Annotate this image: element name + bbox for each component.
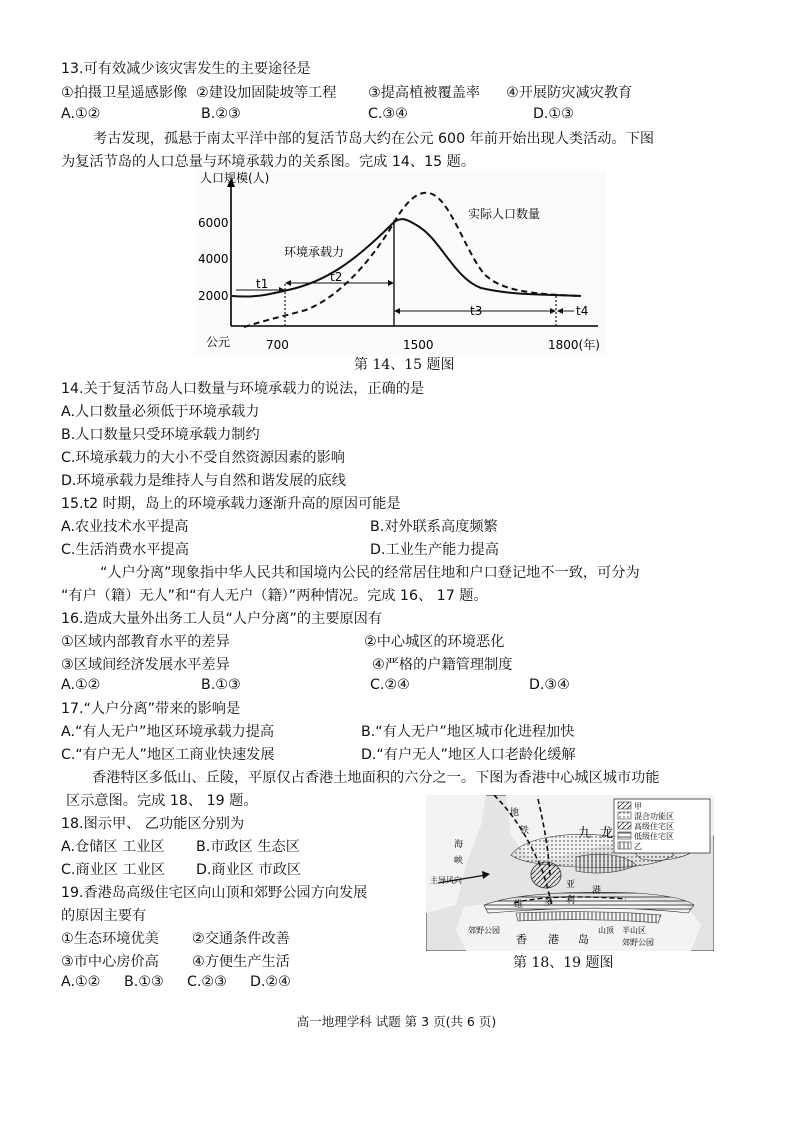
- label-hai: 海: [454, 840, 464, 850]
- page-footer: 高一地理学科 试题 第 3 页(共 6 页): [296, 1014, 497, 1029]
- label-gang: 港: [592, 886, 602, 896]
- y-tick-6000: 6000: [198, 216, 229, 230]
- q16-item-1: ①区域内部教育水平的差异: [61, 634, 230, 650]
- label-xiang: 香: [516, 933, 527, 946]
- legend-yi: 乙: [634, 842, 642, 851]
- label-tie: 铁: [520, 826, 530, 836]
- intro16-line1: “人户分离”现象指中华人民共和国境内公民的经常居住地和户口登记地不一致，可分为: [100, 565, 640, 581]
- chart-caption: 第 14、15 题图: [354, 357, 455, 373]
- legend-jia: 甲: [634, 802, 642, 811]
- label-ya: 亚: [566, 880, 576, 890]
- q13-option-d: D.①③: [533, 106, 574, 122]
- q19-item-4: ④方便生产生活: [192, 954, 290, 970]
- q18-option-a: A.仓储区 工业区: [61, 839, 165, 855]
- label-wei: 维: [514, 900, 524, 910]
- label-li: 利: [566, 896, 576, 906]
- q18-option-c: C.商业区 工业区: [61, 862, 166, 878]
- q13-item-2: ②建设加固陡坡等工程: [196, 85, 337, 101]
- x-tick-700: 700: [266, 338, 289, 352]
- q19-option-a: A.①②: [61, 974, 101, 990]
- q18-stem: 18.图示甲、 乙功能区分别为: [61, 816, 245, 832]
- label-duo: 多: [544, 898, 554, 908]
- q19-option-c: C.②③: [187, 974, 227, 990]
- q16-option-c: C.②④: [370, 677, 410, 693]
- y-tick-4000: 4000: [198, 252, 229, 266]
- t1-label: t1: [256, 277, 269, 291]
- q16-item-2: ②中心城区的环境恶化: [364, 634, 505, 650]
- q19-stem-line2: 的原因主要有: [61, 908, 147, 924]
- q16-option-a: A.①②: [61, 677, 101, 693]
- q17-stem: 17.“人户分离”带来的影响是: [61, 701, 241, 717]
- q16-item-3: ③区域间经济发展水平差异: [61, 657, 230, 673]
- intro14-line2: 为复活节岛的人口总量与环境承载力的关系图。完成 14、15 题。: [61, 154, 476, 170]
- label-gang2: 港: [548, 933, 559, 946]
- label-dao: 岛: [578, 933, 589, 946]
- intro16-line2: “有户（籍）无人”和“有人无户（籍）”两种情况。完成 16、 17 题。: [61, 588, 488, 604]
- q13-option-b: B.②③: [201, 106, 241, 122]
- x-tick-1500: 1500: [403, 338, 434, 352]
- q19-item-1: ①生态环境优美: [61, 931, 159, 947]
- q19-stem-line1: 19.香港岛高级住宅区向山顶和郊野公园方向发展: [61, 885, 368, 901]
- q17-option-a: A.“有人无户”地区环境承载力提高: [61, 724, 275, 740]
- label-xia: 峡: [454, 856, 464, 866]
- q15-option-b: B.对外联系高度频繁: [370, 519, 498, 535]
- q15-stem: 15.t2 时期，岛上的环境承载力逐渐升高的原因可能是: [61, 496, 401, 512]
- t3-label: t3: [470, 304, 483, 318]
- q17-option-c: C.“有户无人”地区工商业快速发展: [61, 747, 275, 763]
- q14-option-c: C.环境承载力的大小不受自然资源因素的影响: [61, 450, 345, 466]
- label-jiulong: 九: [578, 826, 592, 841]
- q19-option-d: D.②④: [250, 974, 291, 990]
- q15-option-d: D.工业生产能力提高: [370, 542, 499, 558]
- label-di: 地: [510, 808, 520, 818]
- hongkong-map: [426, 795, 714, 951]
- q14-option-d: D.环境承载力是维持人与自然和谐发展的底线: [61, 473, 346, 489]
- label-park-1: 郊野公园: [468, 926, 500, 935]
- q17-option-d: D.“有户无人”地区人口老龄化缓解: [361, 747, 576, 763]
- q19-item-2: ②交通条件改善: [192, 931, 290, 947]
- intro18-line1: 香港特区多低山、丘陵，平原仅占香港土地面积的六分之一。下图为香港中心城区城市功能: [92, 770, 660, 786]
- map-caption: 第 18、19 题图: [513, 955, 614, 971]
- t2-label: t2: [330, 270, 343, 284]
- label-park-2: 郊野公园: [622, 938, 654, 947]
- q13-option-c: C.③④: [368, 106, 408, 122]
- y-axis-label: 人口规模(人): [200, 171, 270, 185]
- label-banshan: 半山区: [622, 926, 646, 935]
- label-shanding: 山顶: [598, 926, 614, 935]
- label-long: 龙: [600, 826, 614, 841]
- q14-option-a: A.人口数量必须低于环境承载力: [61, 404, 260, 420]
- q16-stem: 16.造成大量外出务工人员“人户分离”的主要原因有: [61, 611, 383, 627]
- q15-option-a: A.农业技术水平提高: [61, 519, 189, 535]
- q16-item-4: ④严格的户籍管理制度: [372, 657, 513, 673]
- series-capacity-label: 环境承载力: [284, 245, 345, 259]
- q15-option-c: C.生活消费水平提高: [61, 542, 189, 558]
- q16-option-d: D.③④: [529, 677, 570, 693]
- y-tick-2000: 2000: [198, 289, 229, 303]
- q18-option-b: B.市政区 生态区: [196, 839, 300, 855]
- q13-option-a: A.①②: [61, 106, 101, 122]
- legend-low-res: 低级住宅区: [634, 832, 674, 841]
- q13-item-1: ①拍摄卫星遥感影像: [61, 85, 188, 101]
- q16-option-b: B.①③: [201, 677, 241, 693]
- legend-high-res: 高级住宅区: [634, 822, 674, 831]
- x-origin-label: 公元: [206, 335, 231, 349]
- q18-option-d: D.商业区 市政区: [196, 862, 302, 878]
- q19-option-b: B.①③: [124, 974, 164, 990]
- x-tick-1800: 1800(年): [548, 338, 600, 352]
- t4-label: t4: [576, 304, 589, 318]
- intro18-line2: 区示意图。完成 18、 19 题。: [66, 793, 258, 809]
- q13-item-3: ③提高植被覆盖率: [368, 85, 481, 101]
- q14-stem: 14.关于复活节岛人口数量与环境承载力的说法，正确的是: [61, 381, 425, 397]
- series-actual-label: 实际人口数量: [468, 207, 541, 221]
- q17-option-b: B.“有人无户”地区城市化进程加快: [361, 724, 575, 740]
- q14-option-b: B.人口数量只受环境承载力制约: [61, 427, 260, 443]
- q19-item-3: ③市中心房价高: [61, 954, 159, 970]
- q13-item-4: ④开展防灾减灾教育: [506, 85, 633, 101]
- population-chart: [196, 170, 606, 355]
- legend-mixed: 混合功能区: [634, 812, 674, 821]
- q13-stem: 13.可有效减少该灾害发生的主要途径是: [61, 61, 311, 77]
- label-wind: 主导风向: [430, 876, 462, 885]
- intro14-line1: 考古发现，孤悬于南太平洋中部的复活节岛大约在公元 600 年前开始出现人类活动。下图: [93, 131, 655, 147]
